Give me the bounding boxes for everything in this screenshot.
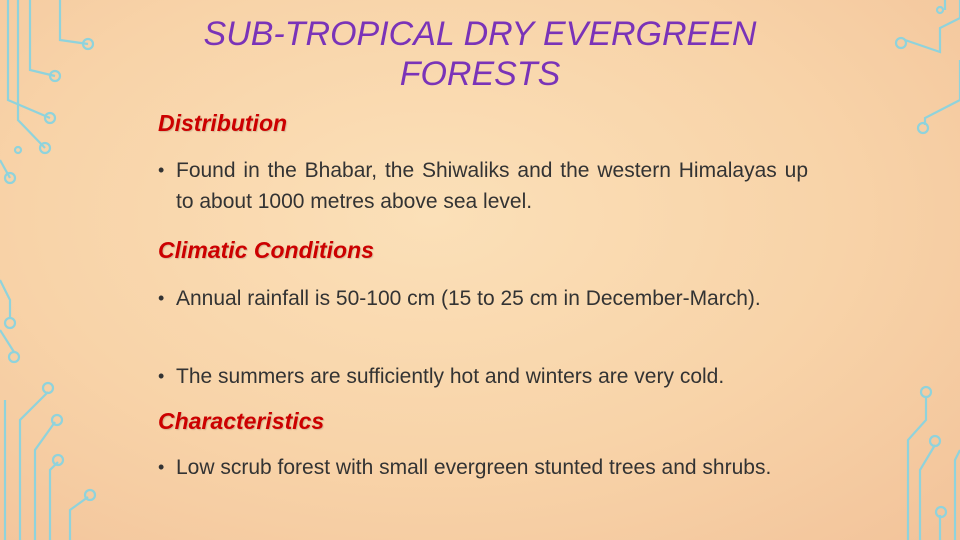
bullet-dot: • (158, 366, 165, 386)
heading-characteristics: Characteristics (158, 408, 325, 434)
bullet-text: Low scrub forest with small evergreen stunted trees and shrubs. (176, 456, 772, 479)
heading-climatic-conditions: Climatic Conditions (158, 237, 374, 263)
bullet-characteristics-1 (158, 452, 808, 483)
bullet-dot: • (158, 160, 165, 180)
bullet-dot: • (158, 288, 165, 308)
bullet-text: Annual rainfall is 50-100 cm (15 to 25 cm in December-March). (176, 287, 761, 310)
bullet-dot: • (158, 457, 165, 477)
bullet-climate-1 (158, 283, 808, 314)
title-line-1: SUB-TROPICAL DRY EVERGREEN (203, 15, 757, 53)
bullet-distribution-1 (158, 155, 808, 217)
bullet-climate-2 (158, 361, 808, 392)
slide-title (150, 14, 810, 94)
heading-distribution: Distribution (158, 110, 288, 136)
title-line-2: FORESTS (399, 55, 561, 93)
bullet-text: Found in the Bhabar, the Shiwaliks and the western Himalayas up to about 1000 metres above sea level. (176, 159, 808, 213)
bullet-text: The summers are sufficiently hot and winters are very cold. (176, 365, 725, 388)
